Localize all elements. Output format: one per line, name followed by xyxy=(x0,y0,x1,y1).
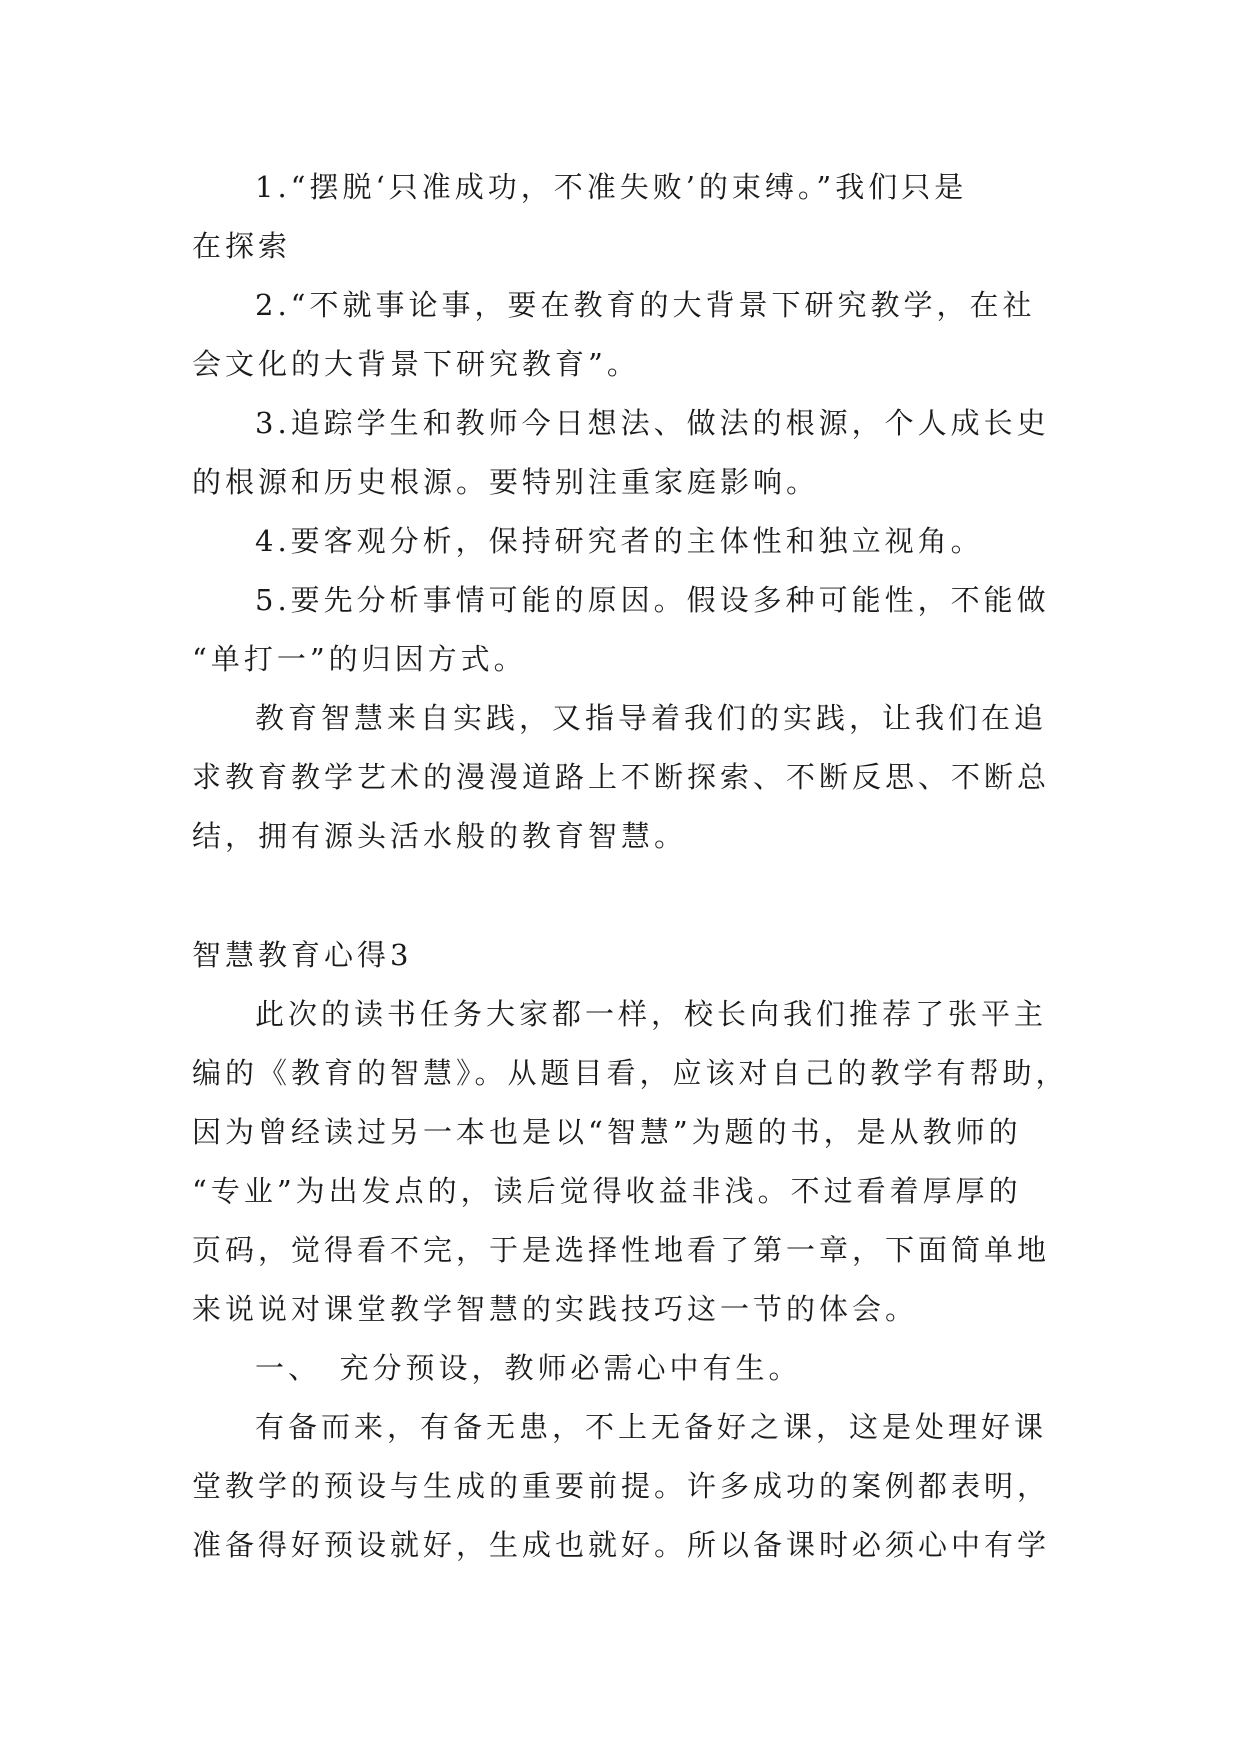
paragraph-line: 来说说对课堂教学智慧的实践技巧这一节的体会。 xyxy=(192,1292,919,1326)
paragraph-line: 编的《教育的智慧》。从题目看，应该对自己的教学有帮助， xyxy=(192,1056,1069,1090)
paragraph-line: 1.“摆脱‘只准成功，不准失败’的束缚。”我们只是 xyxy=(255,170,968,204)
paragraph-line: 页码，觉得看不完，于是选择性地看了第一章，下面简单地 xyxy=(192,1233,1051,1267)
subsection-heading: 一、 充分预设，教师必需心中有生。 xyxy=(255,1351,802,1385)
paragraph-line: 3.追踪学生和教师今日想法、做法的根源，个人成长史 xyxy=(255,406,1050,440)
section-heading: 智慧教育心得3 xyxy=(192,938,413,972)
paragraph-line: 在探索 xyxy=(192,229,292,263)
paragraph-line: 4.要客观分析，保持研究者的主体性和独立视角。 xyxy=(255,524,984,558)
paragraph-line: 5.要先分析事情可能的原因。假设多种可能性，不能做 xyxy=(255,583,1050,617)
paragraph-line: 有备而来，有备无患，不上无备好之课，这是处理好课 xyxy=(255,1410,1048,1444)
paragraph-line: 此次的读书任务大家都一样，校长向我们推荐了张平主 xyxy=(255,997,1048,1031)
paragraph-line: 结，拥有源头活水般的教育智慧。 xyxy=(192,819,688,853)
paragraph-line: “专业”为出发点的，读后觉得收益非浅。不过看着厚厚的 xyxy=(192,1174,1022,1208)
paragraph-line: 的根源和历史根源。要特别注重家庭影响。 xyxy=(192,465,820,499)
paragraph-line: 堂教学的预设与生成的重要前提。许多成功的案例都表明， xyxy=(192,1469,1051,1503)
paragraph-line: 因为曾经读过另一本也是以“智慧”为题的书，是从教师的 xyxy=(192,1115,1022,1149)
paragraph-line: 2.“不就事论事，要在教育的大背景下研究教学，在社 xyxy=(255,288,1036,322)
paragraph-line: 会文化的大背景下研究教育”。 xyxy=(192,347,640,381)
paragraph-line: “单打一”的归因方式。 xyxy=(192,642,527,676)
paragraph-line: 求教育教学艺术的漫漫道路上不断探索、不断反思、不断总 xyxy=(192,760,1051,794)
paragraph-line: 教育智慧来自实践，又指导着我们的实践，让我们在追 xyxy=(255,701,1048,735)
paragraph-line: 准备得好预设就好，生成也就好。所以备课时必须心中有学 xyxy=(192,1528,1051,1562)
